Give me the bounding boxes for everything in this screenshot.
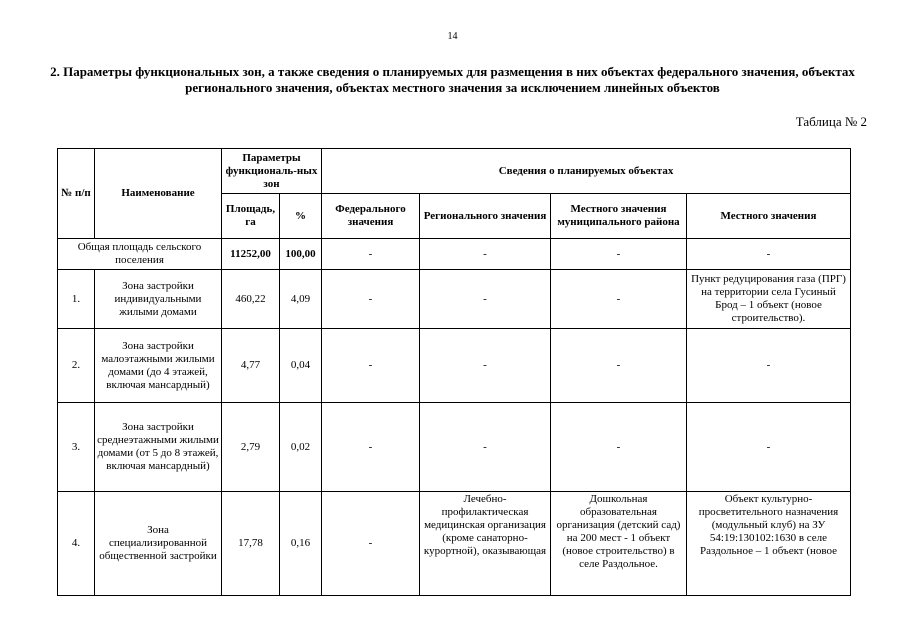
header-num: № п/п <box>58 149 95 239</box>
row-local: - <box>687 403 851 492</box>
table-row <box>58 492 851 596</box>
row-area: 17,78 <box>222 492 280 596</box>
total-federal: - <box>322 239 420 270</box>
row-local: Объект культурно-просветительного назначения (модульный клуб) на ЗУ 54:19:130102:1630 в селе Раздольное – 1 объект (новое <box>687 492 851 596</box>
total-local: - <box>687 239 851 270</box>
header-params: Параметры функциональ-ных зон <box>222 149 322 194</box>
section-heading: 2. Параметры функциональных зон, а также сведения о планируемых для размещения в них объектах федерального значения, объектах регионального значения, объектах местного значения за исключением линейных объектов <box>50 64 855 95</box>
row-municipal: - <box>551 403 687 492</box>
table-label: Таблица № 2 <box>795 114 867 129</box>
total-percent: 100,00 <box>280 239 322 270</box>
total-regional: - <box>420 239 551 270</box>
total-area: 11252,00 <box>222 239 280 270</box>
row-regional: Лечебно-профилактическая медицинская организация (кроме санаторно-курортной), оказывающая <box>420 492 551 596</box>
row-federal: - <box>322 492 420 596</box>
row-num: 4. <box>58 492 95 596</box>
row-regional: - <box>420 403 551 492</box>
header-local: Местного значения <box>687 194 851 239</box>
row-regional: - <box>420 329 551 403</box>
header-area: Площадь, га <box>222 194 280 239</box>
row-percent: 4,09 <box>280 270 322 329</box>
table-row <box>58 329 851 403</box>
row-num: 2. <box>58 329 95 403</box>
row-area: 2,79 <box>222 403 280 492</box>
row-federal: - <box>322 403 420 492</box>
row-federal: - <box>322 270 420 329</box>
total-row <box>58 239 851 270</box>
header-federal: Федерального значения <box>322 194 420 239</box>
row-name: Зона застройки малоэтажными жилыми домами (до 4 этажей, включая мансардный) <box>95 329 222 403</box>
row-local: Пункт редуцирования газа (ПРГ) на территории села Гусиный Брод – 1 объект (новое строительство). <box>687 270 851 329</box>
row-area: 460,22 <box>222 270 280 329</box>
table-row <box>58 270 851 329</box>
row-num: 1. <box>58 270 95 329</box>
row-municipal: - <box>551 270 687 329</box>
header-regional: Регионального значения <box>420 194 551 239</box>
row-percent: 0,04 <box>280 329 322 403</box>
zones-table <box>57 148 851 596</box>
header-percent: % <box>280 194 322 239</box>
row-regional: - <box>420 270 551 329</box>
header-name: Наименование <box>95 149 222 239</box>
row-num: 3. <box>58 403 95 492</box>
total-municipal: - <box>551 239 687 270</box>
row-name: Зона специализированной общественной застройки <box>95 492 222 596</box>
row-percent: 0,02 <box>280 403 322 492</box>
row-federal: - <box>322 329 420 403</box>
header-municipal: Местного значения муниципального района <box>551 194 687 239</box>
row-local: - <box>687 329 851 403</box>
row-name: Зона застройки индивидуальными жилыми домами <box>95 270 222 329</box>
total-label: Общая площадь сельского поселения <box>58 239 222 270</box>
row-area: 4,77 <box>222 329 280 403</box>
row-municipal: Дошкольная образовательная организация (детский сад) на 200 мест - 1 объект (новое строительство) в селе Раздольное. <box>551 492 687 596</box>
page-number: 14 <box>447 31 458 42</box>
table-row <box>58 403 851 492</box>
row-municipal: - <box>551 329 687 403</box>
row-name: Зона застройки среднеэтажными жилыми домами (от 5 до 8 этажей, включая мансардный) <box>95 403 222 492</box>
header-row-1 <box>58 149 851 194</box>
header-info: Сведения о планируемых объектах <box>322 149 851 194</box>
row-percent: 0,16 <box>280 492 322 596</box>
